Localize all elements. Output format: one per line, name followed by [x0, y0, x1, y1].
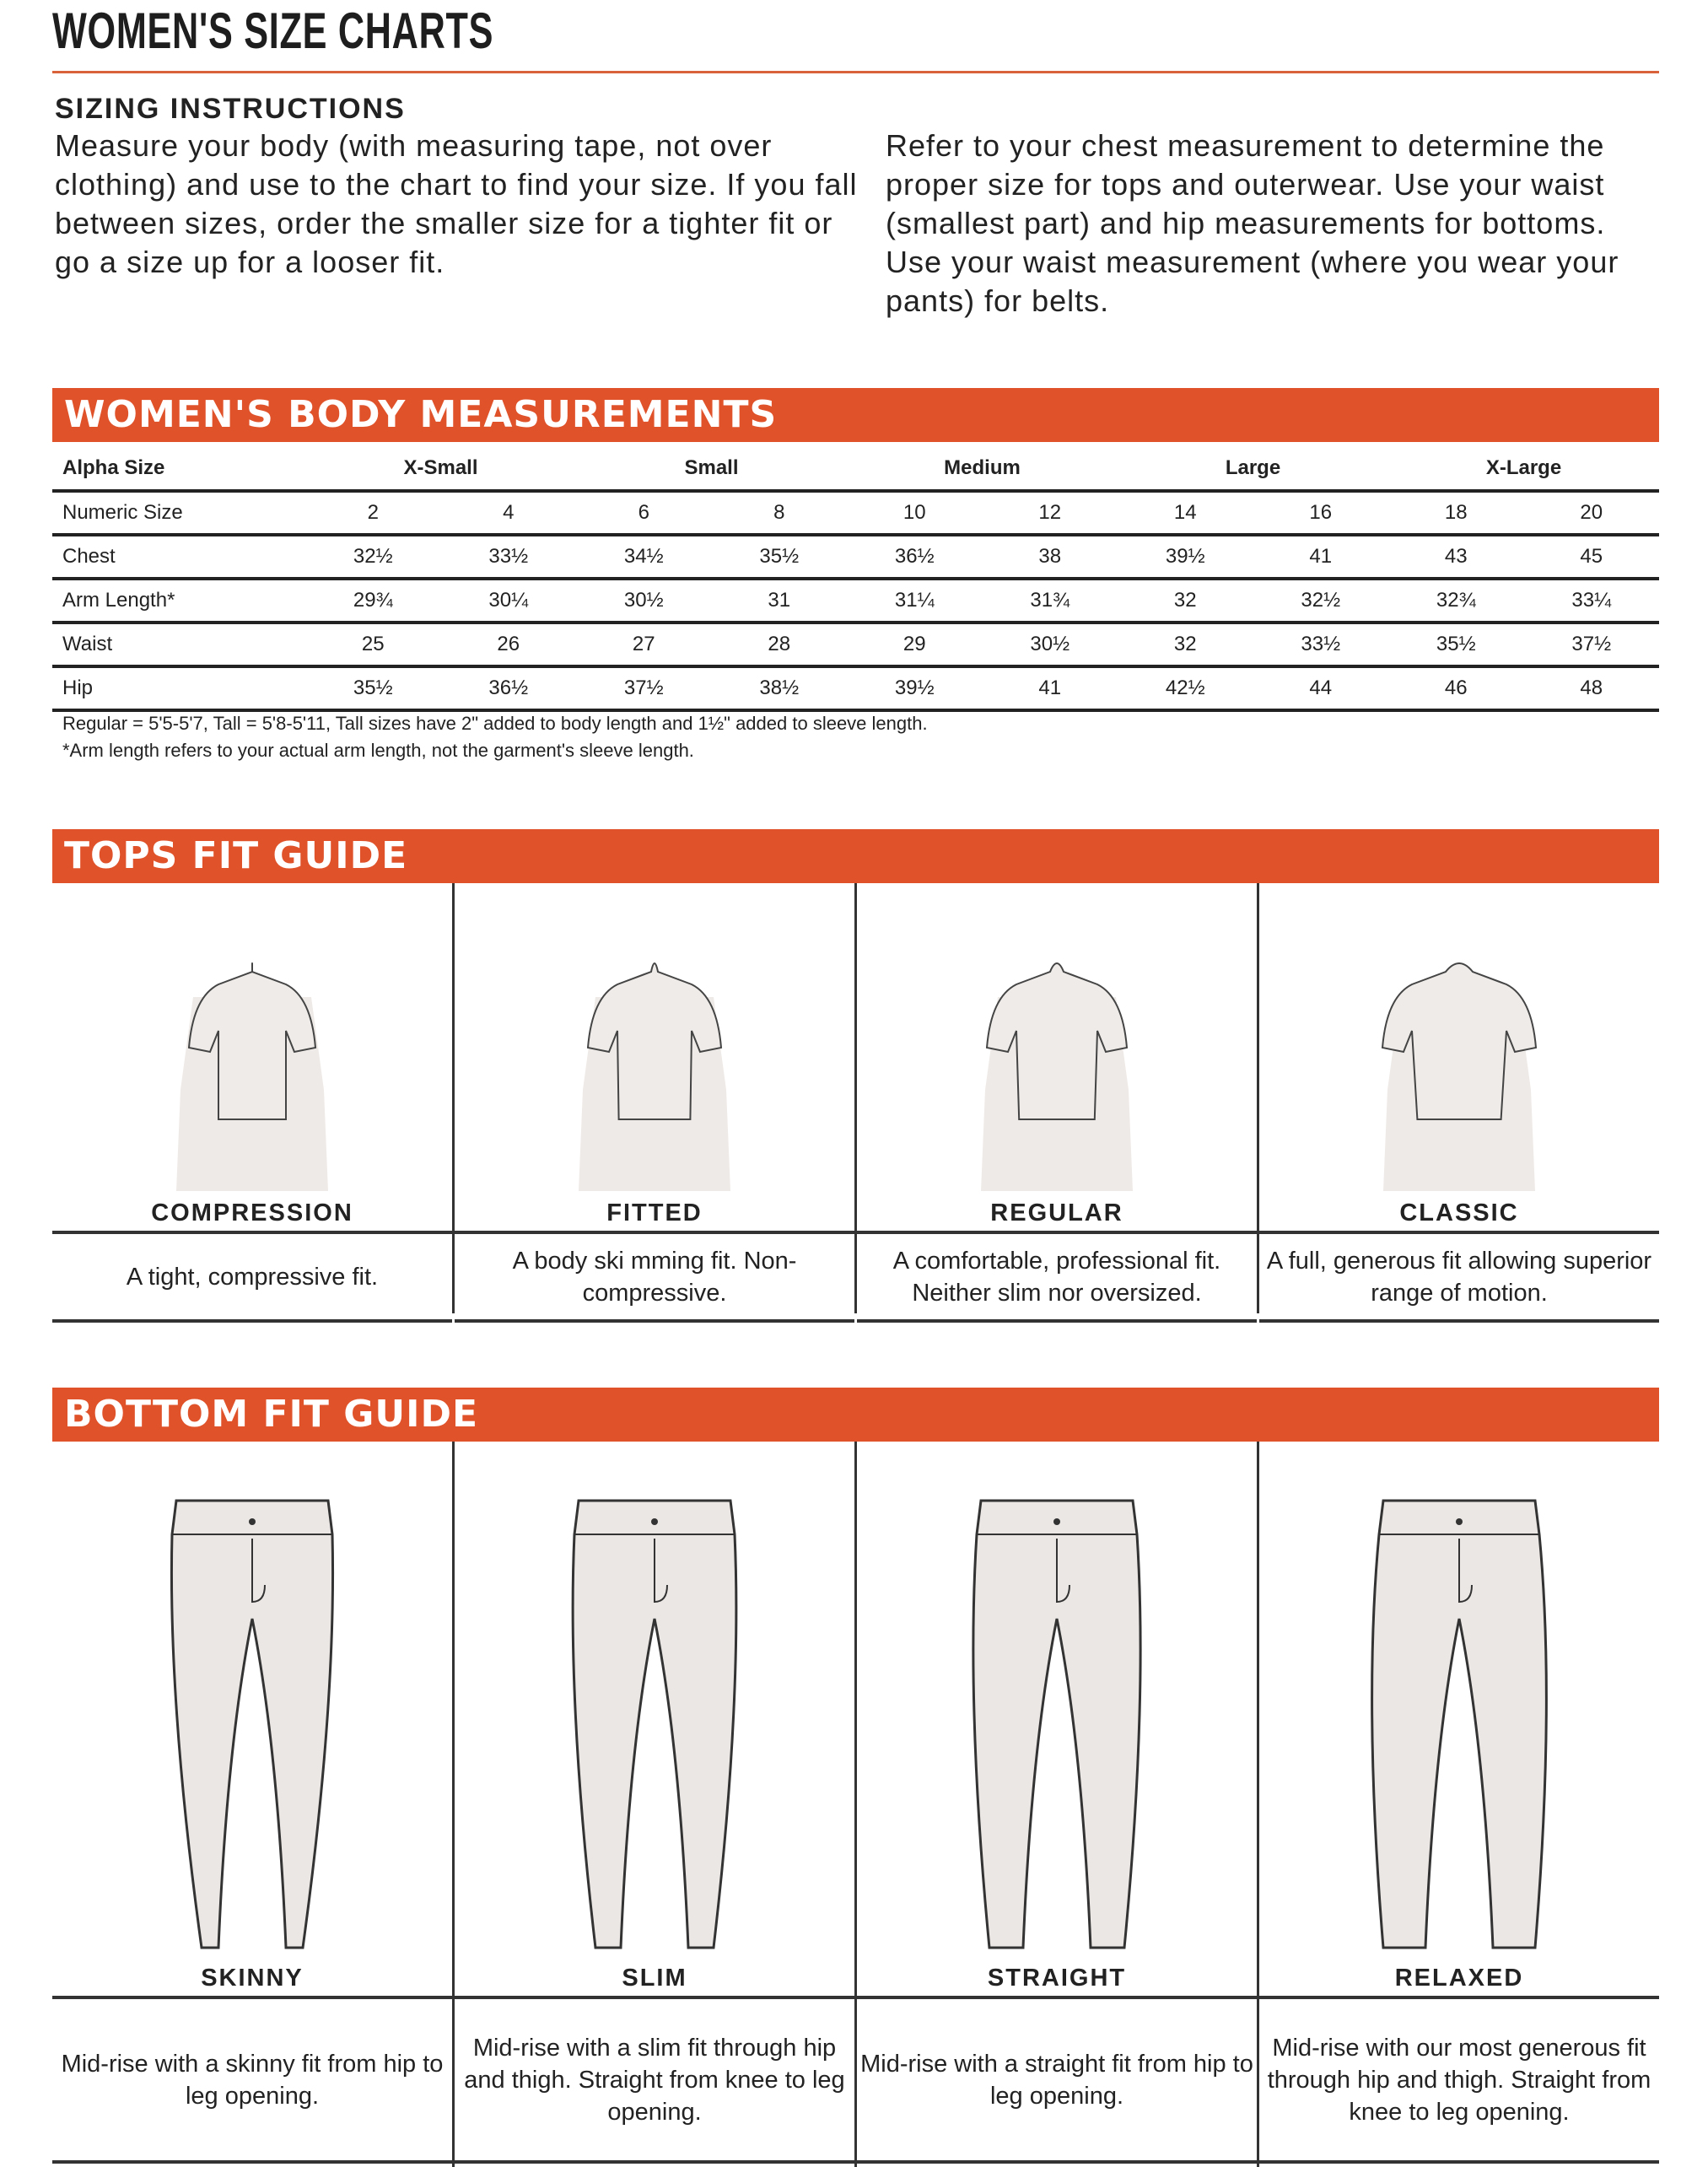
body-measurements-heading: WOMEN'S BODY MEASUREMENTS	[52, 388, 1659, 442]
table-cell: 26	[441, 623, 577, 666]
table-cell: 34½	[576, 535, 712, 579]
fit-name: RELAXED	[1259, 1965, 1659, 1999]
table-row	[52, 535, 1659, 579]
bottom-fit-grid	[52, 1442, 1659, 2167]
table-cell: 48	[1524, 666, 1660, 710]
table-cell: 32¾	[1388, 579, 1524, 623]
tops-fit-regular	[854, 883, 1257, 1313]
page-title: WOMEN'S SIZE CHARTS	[52, 3, 494, 59]
row-label: Numeric Size	[52, 491, 305, 535]
row-label: Hip	[52, 666, 305, 710]
table-cell: 27	[576, 623, 712, 666]
pants-icon	[857, 1442, 1257, 1965]
fit-name: REGULAR	[857, 1199, 1257, 1234]
note-arm-length: *Arm length refers to your actual arm length, not the garment's sleeve length.	[62, 740, 694, 761]
table-cell: 4	[441, 491, 577, 535]
divider	[52, 71, 1659, 73]
table-cell: 12	[983, 491, 1118, 535]
table-cell: 32½	[305, 535, 441, 579]
shirt-icon	[857, 883, 1257, 1199]
table-cell: 25	[305, 623, 441, 666]
table-cell: 29	[847, 623, 983, 666]
table-cell: 33½	[441, 535, 577, 579]
table-notes	[62, 710, 928, 764]
alpha-size-row	[52, 447, 1659, 491]
tops-fit-heading: TOPS FIT GUIDE	[52, 829, 1659, 883]
fit-description: Mid-rise with a slim fit through hip and thigh. Straight from knee to leg opening.	[455, 1999, 854, 2164]
tops-fit-classic	[1257, 883, 1659, 1313]
alpha-size: Medium	[847, 447, 1118, 491]
table-cell: 38½	[712, 666, 848, 710]
table-cell: 32½	[1253, 579, 1389, 623]
table-cell: 30¼	[441, 579, 577, 623]
pants-icon	[1259, 1442, 1659, 1965]
table-cell: 42½	[1118, 666, 1253, 710]
table-row	[52, 491, 1659, 535]
table-row	[52, 623, 1659, 666]
fit-name: SKINNY	[52, 1965, 452, 1999]
table-cell: 30½	[983, 623, 1118, 666]
table-cell: 35½	[305, 666, 441, 710]
table-cell: 41	[983, 666, 1118, 710]
fit-description: A comfortable, professional fit. Neither slim nor oversized.	[857, 1234, 1257, 1323]
fit-description: A body ski mming fit. Non-compressive.	[455, 1234, 854, 1323]
fit-description: A full, generous fit allowing superior range of motion.	[1259, 1234, 1659, 1323]
table-cell: 2	[305, 491, 441, 535]
tops-fit-grid	[52, 883, 1659, 1313]
table-cell: 39½	[1118, 535, 1253, 579]
shirt-icon	[52, 883, 452, 1199]
pants-icon	[455, 1442, 854, 1965]
table-cell: 30½	[576, 579, 712, 623]
shirt-icon	[1259, 883, 1659, 1199]
fit-description: A tight, compressive fit.	[52, 1234, 452, 1323]
table-cell: 31	[712, 579, 848, 623]
fit-description: Mid-rise with our most generous fit through hip and thigh. Straight from knee to leg opening.	[1259, 1999, 1659, 2164]
instructions-right: Refer to your chest measurement to determine the proper size for tops and outerwear. Use your waist (smallest part) and hip measurements for bottoms. Use your waist measurement (where you wear your pants) for belts.	[886, 128, 1619, 318]
alpha-size: Small	[576, 447, 847, 491]
row-label: Alpha Size	[52, 447, 305, 491]
table-cell: 28	[712, 623, 848, 666]
row-label: Chest	[52, 535, 305, 579]
alpha-size: Large	[1118, 447, 1388, 491]
fit-name: SLIM	[455, 1965, 854, 1999]
table-cell: 18	[1388, 491, 1524, 535]
fit-name: CLASSIC	[1259, 1199, 1659, 1234]
table-cell: 32	[1118, 623, 1253, 666]
table-cell: 39½	[847, 666, 983, 710]
fit-name: STRAIGHT	[857, 1965, 1257, 1999]
table-cell: 43	[1388, 535, 1524, 579]
table-row	[52, 666, 1659, 710]
row-label: Arm Length*	[52, 579, 305, 623]
table-cell: 45	[1524, 535, 1660, 579]
table-cell: 33½	[1253, 623, 1389, 666]
table-row	[52, 579, 1659, 623]
fit-description: Mid-rise with a straight fit from hip to leg opening.	[857, 1999, 1257, 2164]
tops-fit-fitted	[452, 883, 854, 1313]
bottom-fit-heading: BOTTOM FIT GUIDE	[52, 1388, 1659, 1442]
table-cell: 33¼	[1524, 579, 1660, 623]
table-cell: 6	[576, 491, 712, 535]
table-cell: 16	[1253, 491, 1389, 535]
table-cell: 41	[1253, 535, 1389, 579]
alpha-size: X-Small	[305, 447, 576, 491]
instructions-left: Measure your body (with measuring tape, not over clothing) and use to the chart to find your size. If you fall between sizes, order the smaller size for a tighter fit or go a size up for a looser fit.	[55, 128, 858, 279]
note-regular-tall: Regular = 5'5-5'7, Tall = 5'8-5'11, Tall sizes have 2" added to body length and 1½" added to sleeve length.	[62, 713, 928, 734]
table-cell: 44	[1253, 666, 1389, 710]
table-cell: 36½	[441, 666, 577, 710]
row-label: Waist	[52, 623, 305, 666]
shirt-icon	[455, 883, 854, 1199]
table-cell: 35½	[1388, 623, 1524, 666]
bottoms-fit-slim	[452, 1442, 854, 2167]
table-cell: 37½	[1524, 623, 1660, 666]
table-cell: 29¾	[305, 579, 441, 623]
table-cell: 31¼	[847, 579, 983, 623]
fit-name: FITTED	[455, 1199, 854, 1234]
fit-description: Mid-rise with a skinny fit from hip to leg opening.	[52, 1999, 452, 2164]
pants-icon	[52, 1442, 452, 1965]
table-cell: 36½	[847, 535, 983, 579]
table-cell: 31¾	[983, 579, 1118, 623]
alpha-size: X-Large	[1388, 447, 1659, 491]
table-cell: 14	[1118, 491, 1253, 535]
bottoms-fit-relaxed	[1257, 1442, 1659, 2167]
body-measurements-table	[52, 447, 1659, 712]
table-cell: 38	[983, 535, 1118, 579]
fit-name: COMPRESSION	[52, 1199, 452, 1234]
table-cell: 35½	[712, 535, 848, 579]
table-cell: 8	[712, 491, 848, 535]
table-cell: 46	[1388, 666, 1524, 710]
table-cell: 10	[847, 491, 983, 535]
bottoms-fit-skinny	[52, 1442, 452, 2167]
instructions-heading: SIZING INSTRUCTIONS	[55, 93, 406, 125]
tops-fit-compression	[52, 883, 452, 1313]
table-cell: 37½	[576, 666, 712, 710]
table-cell: 20	[1524, 491, 1660, 535]
table-cell: 32	[1118, 579, 1253, 623]
bottoms-fit-straight	[854, 1442, 1257, 2167]
